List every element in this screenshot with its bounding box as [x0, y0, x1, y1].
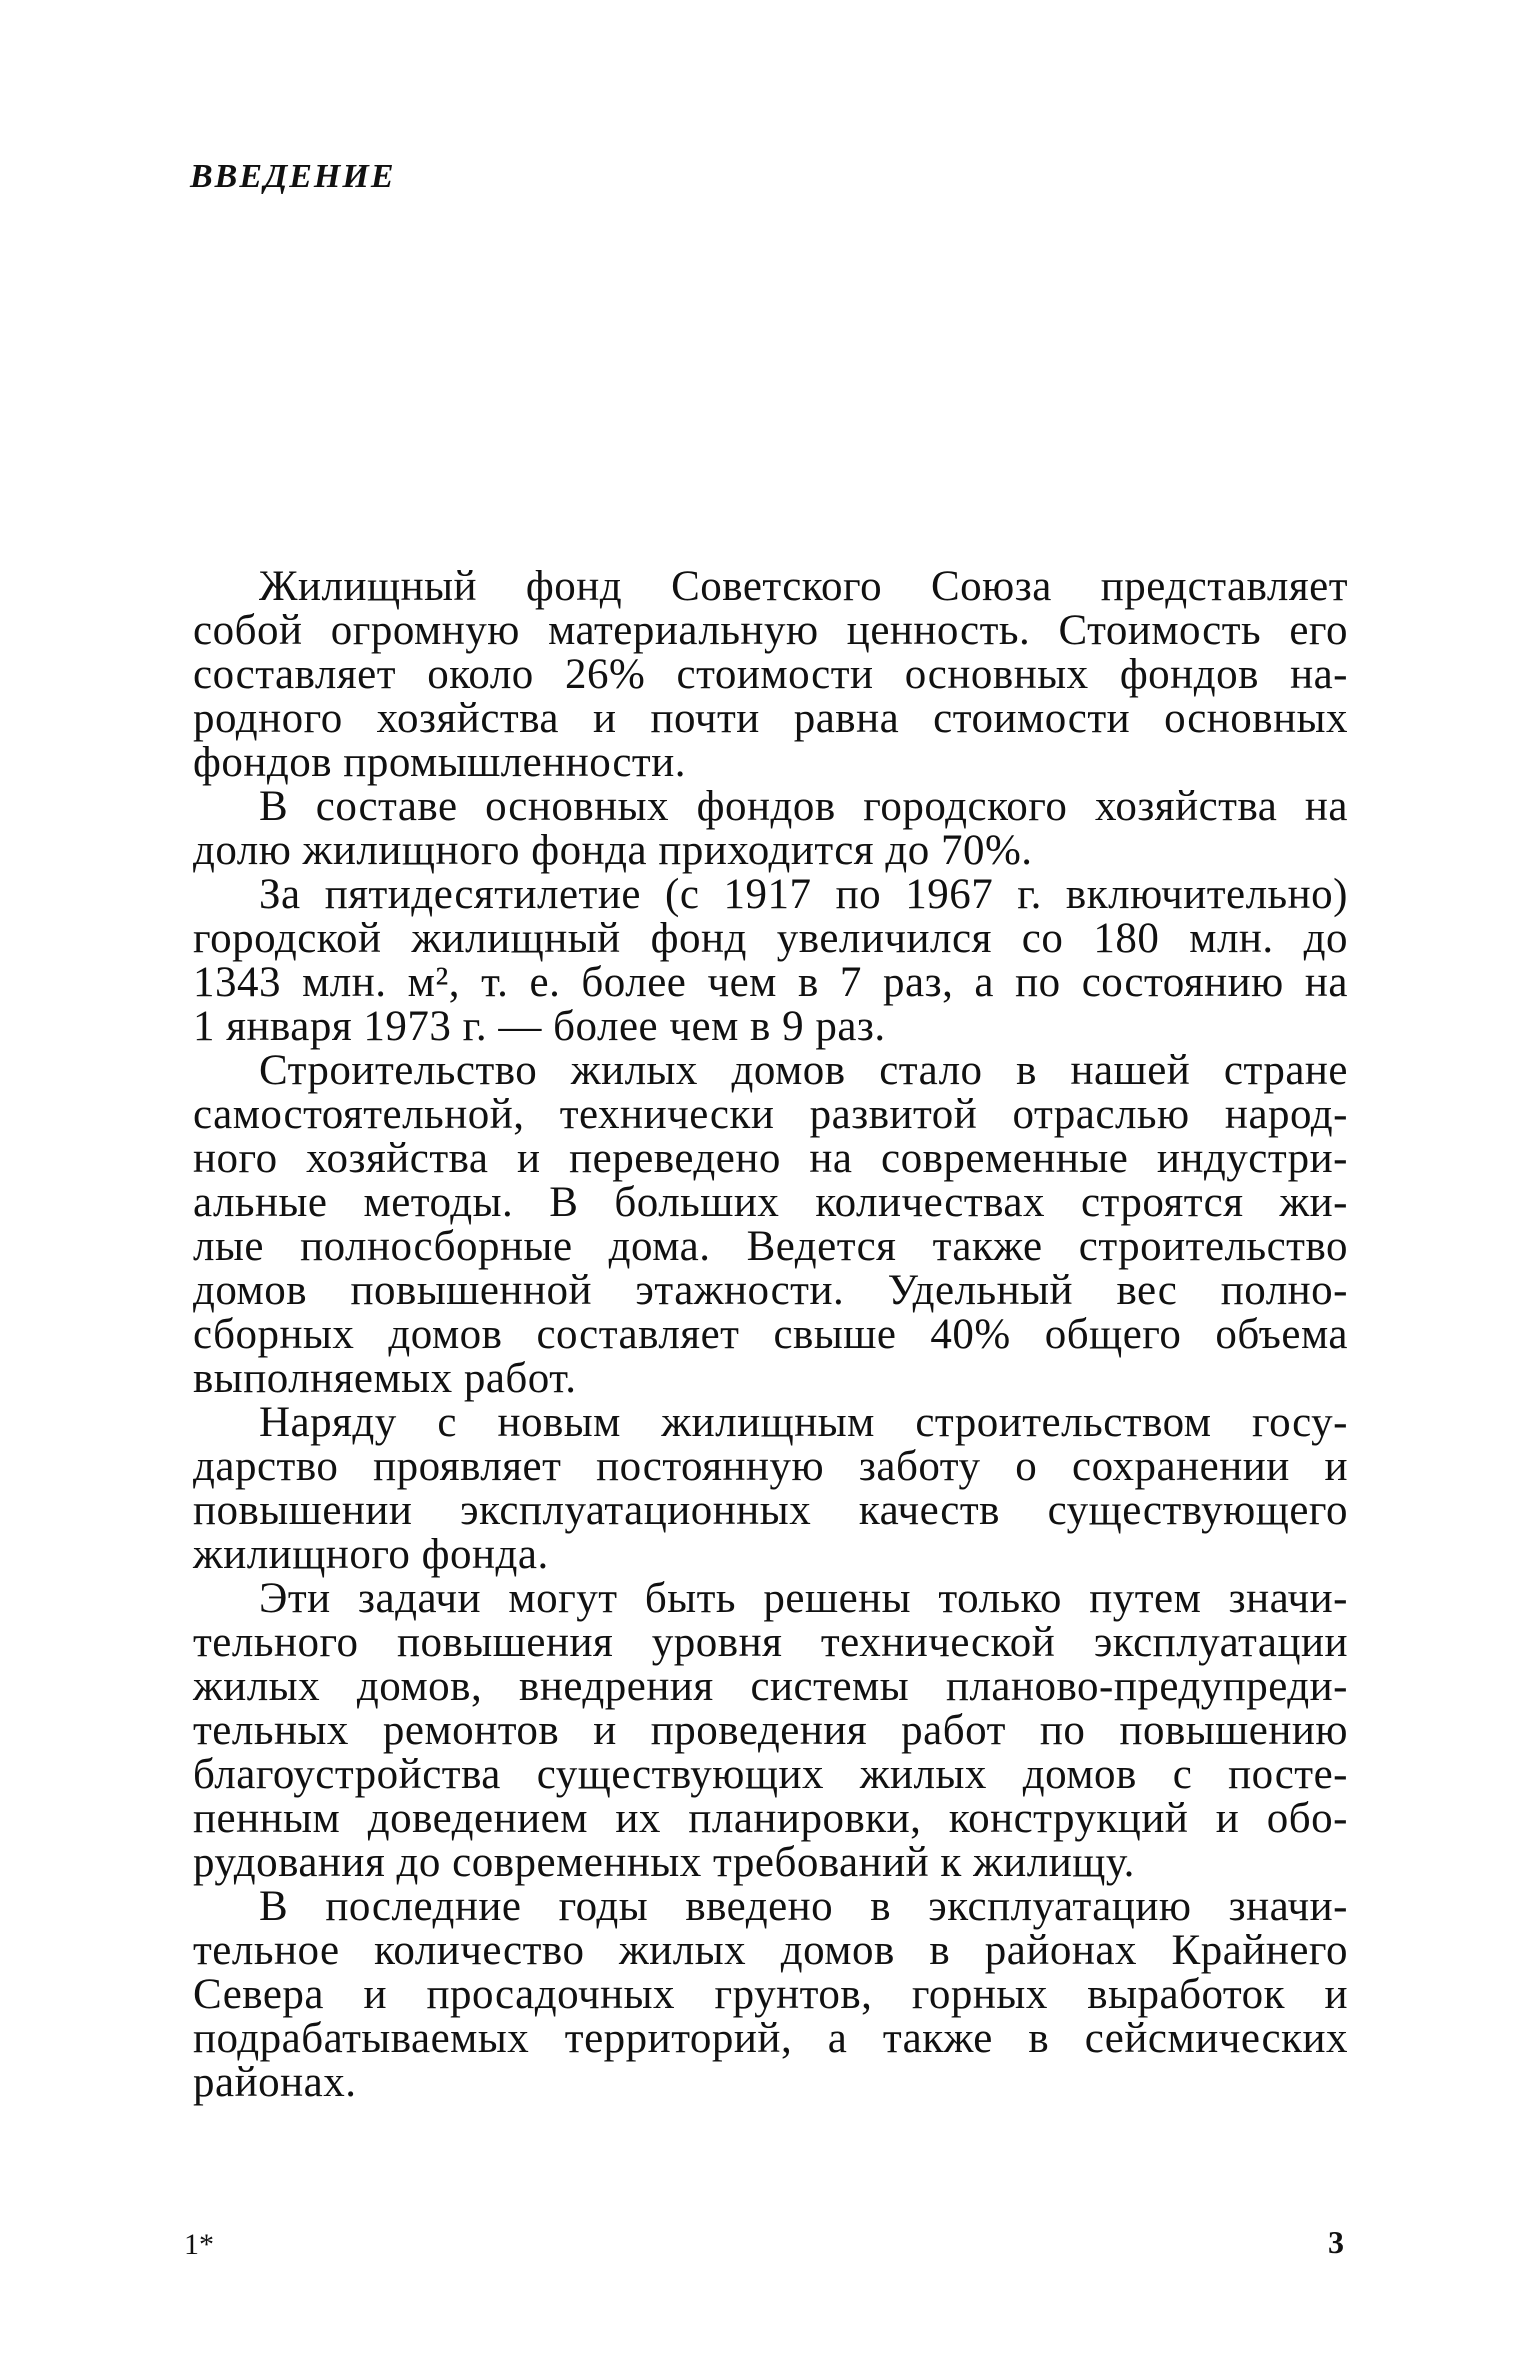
text-line: Эти задачи могут быть решены только путем значи-: [259, 1575, 1348, 1622]
text-line: самостоятельной, технически развитой отраслью народ-: [193, 1091, 1348, 1138]
text-line: тельных ремонтов и проведения работ по повышению: [193, 1707, 1348, 1754]
text-line: В составе основных фондов городского хозяйства на: [259, 783, 1348, 830]
text-line: Жилищный фонд Советского Союза представляет: [259, 563, 1348, 610]
text-line: благоустройства существующих жилых домов с посте-: [193, 1751, 1348, 1798]
signature-mark: 1*: [184, 2228, 214, 2261]
text-line: тельное количество жилых домов в районах Крайнего: [193, 1927, 1348, 1974]
paragraph: [193, 1046, 1348, 1402]
page-number: 3: [1328, 2224, 1344, 2260]
text-line: пенным доведением их планировки, конструкций и обо-: [193, 1795, 1348, 1842]
paragraph: [193, 870, 1348, 1050]
paragraph: [193, 782, 1348, 874]
text-line: За пятидесятилетие (с 1917 по 1967 г. включительно): [259, 871, 1348, 918]
paragraph: [193, 1574, 1348, 1886]
text-line: дарство проявляет постоянную заботу о сохранении и: [193, 1443, 1348, 1490]
text-line: собой огромную материальную ценность. Стоимость его: [193, 607, 1348, 654]
paragraph: [193, 1398, 1348, 1578]
body-text: [193, 562, 1348, 2106]
text-line: жилищного фонда.: [193, 1531, 549, 1578]
paragraph: [193, 1882, 1348, 2106]
paragraph: [193, 562, 1348, 786]
text-line: лые полносборные дома. Ведется также строительство: [193, 1223, 1348, 1270]
text-line: Наряду с новым жилищным строительством госу-: [259, 1399, 1348, 1446]
text-line: сборных домов составляет свыше 40% общего объема: [193, 1311, 1348, 1358]
text-line: жилых домов, внедрения системы планово-предупреди-: [193, 1663, 1348, 1710]
text-line: составляет около 26% стоимости основных фондов на-: [193, 651, 1348, 698]
text-line: 1343 млн. м², т. е. более чем в 7 раз, а по состоянию на: [193, 959, 1348, 1006]
text-line: ного хозяйства и переведено на современные индустри-: [193, 1135, 1348, 1182]
text-line: фондов промышленности.: [193, 739, 686, 786]
text-line: В последние годы введено в эксплуатацию значи-: [259, 1883, 1348, 1930]
text-line: тельного повышения уровня технической эксплуатации: [193, 1619, 1348, 1666]
text-line: выполняемых работ.: [193, 1355, 577, 1402]
text-line: альные методы. В больших количествах строятся жи-: [193, 1179, 1348, 1226]
section-heading: ВВЕДЕНИЕ: [190, 158, 396, 195]
text-line: Севера и просадочных грунтов, горных выработок и: [193, 1971, 1348, 2018]
text-line: родного хозяйства и почти равна стоимости основных: [193, 695, 1348, 742]
text-line: повышении эксплуатационных качеств существующего: [193, 1487, 1348, 1534]
text-line: городской жилищный фонд увеличился со 180 млн. до: [193, 915, 1348, 962]
text-line: подрабатываемых территорий, а также в сейсмических: [193, 2015, 1348, 2062]
text-line: 1 января 1973 г. — более чем в 9 раз.: [193, 1003, 886, 1050]
text-line: районах.: [193, 2059, 357, 2106]
text-line: домов повышенной этажности. Удельный вес полно-: [193, 1267, 1348, 1314]
text-line: рудования до современных требований к жилищу.: [193, 1839, 1135, 1886]
text-line: долю жилищного фонда приходится до 70%.: [193, 827, 1033, 874]
text-line: Строительство жилых домов стало в нашей стране: [259, 1047, 1348, 1094]
